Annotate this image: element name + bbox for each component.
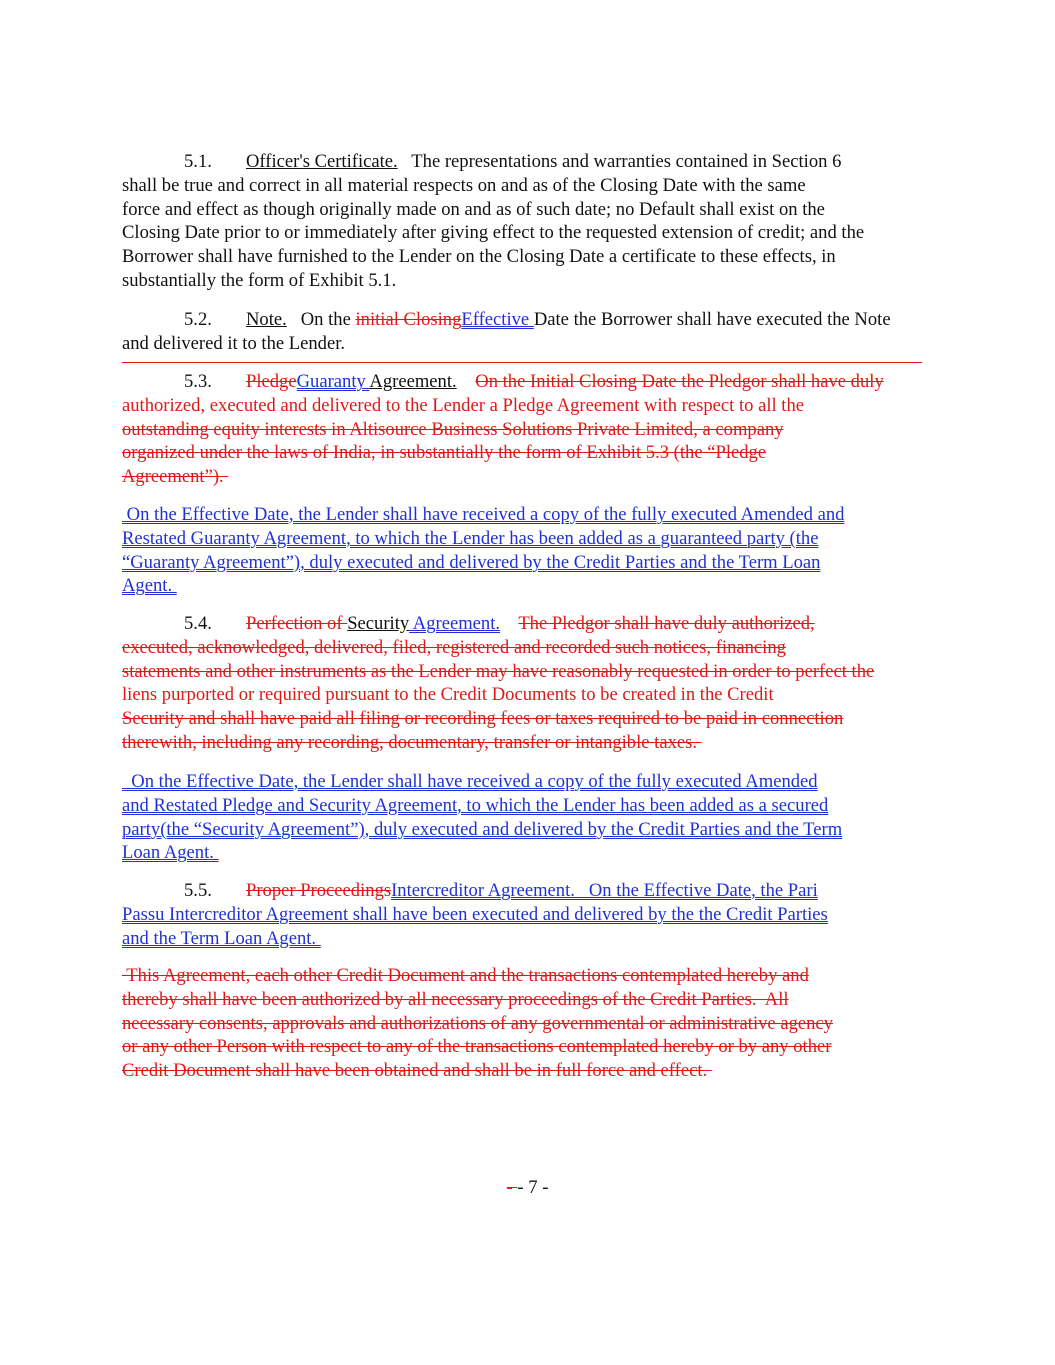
section-5-4 [122,612,937,755]
section-text: shall be true and correct in all material respects on and as of the Closing Date with the same [122,174,806,196]
deleted-text: This Agreement, each other Credit Document and the transactions contemplated hereby and [122,965,809,986]
section-text: The representations and warranties contained in Section 6 [397,151,842,172]
inserted-text: On the Effective Date, the Lender shall have received a copy of the fully executed Amended [122,771,818,792]
deleted-text: outstanding equity interests in Altisource Business Solutions Private Limited, a company [122,418,784,440]
inserted-text: Effective [461,309,534,330]
deleted-text: thereby shall have been authorized by all necessary proceedings of the Credit Parties. All [122,988,789,1010]
changed-text: authorized, executed and delivered to the Lender a Pledge Agreement with respect to all the [122,394,805,416]
deleted-text: Credit Document shall have been obtained and shall be in full force and effect. [122,1060,712,1082]
deleted-text: executed, acknowledged, delivered, filed, registered and recorded such notices, financing [122,636,786,658]
inserted-text: “Guaranty Agreement”), duly executed and delivered by the Credit Parties and the Term Loan [122,551,821,573]
section-5-5-deletion [122,964,937,1083]
deleted-text: Security and shall have paid all filing or recording fees or taxes required to be paid in connection [122,708,844,730]
section-5-5 [122,879,937,950]
inserted-text: Loan Agent. [122,842,219,864]
deleted-text: initial Closing [355,309,462,330]
inserted-text: and Restated Pledge and Security Agreement, to which the Lender has been added as a secured [122,794,829,816]
inserted-text: Restated Guaranty Agreement, to which the Lender has been added as a guaranteed party (the [122,527,819,549]
deleted-text: necessary consents, approvals and authorizations of any governmental or administrative agency [122,1012,833,1034]
deleted-text: On the Initial Closing Date the Pledgor shall have duly [475,371,884,392]
section-5-3 [122,370,937,489]
section-text: substantially the form of Exhibit 5.1. [122,269,397,291]
section-5-4-insertion [122,770,937,865]
section-text: Closing Date prior to or immediately after giving effect to the requested extension of credit; and the [122,222,865,244]
deleted-text: therewith, including any recording, documentary, transfer or intangible taxes. [122,731,702,753]
section-5-1 [122,150,937,293]
deleted-heading: Pledge [246,371,297,392]
deleted-footer-mark: - [506,1177,518,1198]
section-heading: Agreement. [369,371,457,392]
inserted-text: Agent. [122,575,177,597]
inserted-text: party(the “Security Agreement”), duly executed and delivered by the Credit Parties and the Term [122,818,843,840]
section-number: 5.2. [184,309,212,330]
revision-rule [122,362,922,363]
page-footer [0,1176,1055,1200]
deleted-text: or any other Person with respect to any of the transactions contemplated hereby or by any other [122,1036,832,1058]
inserted-heading: Agreement. [409,613,501,634]
deleted-text: The Pledgor shall have duly authorized, [518,613,815,634]
deleted-heading: Proper Proceedings [246,880,392,901]
section-5-3-insertion [122,503,937,598]
section-text: Date the Borrower shall have executed the Note [533,309,891,330]
section-heading: Note. [246,309,287,330]
inserted-text: On the Effective Date, the Lender shall have received a copy of the fully executed Amended and [122,504,845,525]
deleted-heading: Perfection of [246,613,348,634]
section-number: 5.5. [184,880,212,901]
deleted-text: organized under the laws of India, in substantially the form of Exhibit 5.3 (the “Pledge [122,442,767,464]
section-text: On the [286,309,356,330]
section-number: 5.3. [184,371,212,392]
section-number: 5.4. [184,613,212,634]
section-text: force and effect as though originally made on and as of such date; no Default shall exist on the [122,198,825,220]
section-5-2 [122,308,937,356]
inserted-text: and the Term Loan Agent. [122,927,321,949]
inserted-text: Passu Intercreditor Agreement shall have been executed and delivered by the the Credit Parties [122,903,828,925]
inserted-heading: Intercreditor Agreement. On the Effective Date, the Pari [391,880,818,901]
inserted-heading: Guaranty [296,371,370,392]
section-text: and delivered it to the Lender. [122,332,346,354]
section-heading: Security [347,613,410,634]
deleted-text: statements and other instruments as the Lender may have reasonably requested in order to perfect the [122,660,875,682]
changed-text: liens purported or required pursuant to the Credit Documents to be created in the Credit [122,684,774,706]
section-number: 5.1. [184,151,212,172]
page-number: - 7 - [517,1177,549,1198]
section-text: Borrower shall have furnished to the Lender on the Closing Date a certificate to these effects, in [122,246,836,268]
deleted-text: Agreement”). [122,466,229,488]
section-heading: Officer's Certificate. [246,151,398,172]
